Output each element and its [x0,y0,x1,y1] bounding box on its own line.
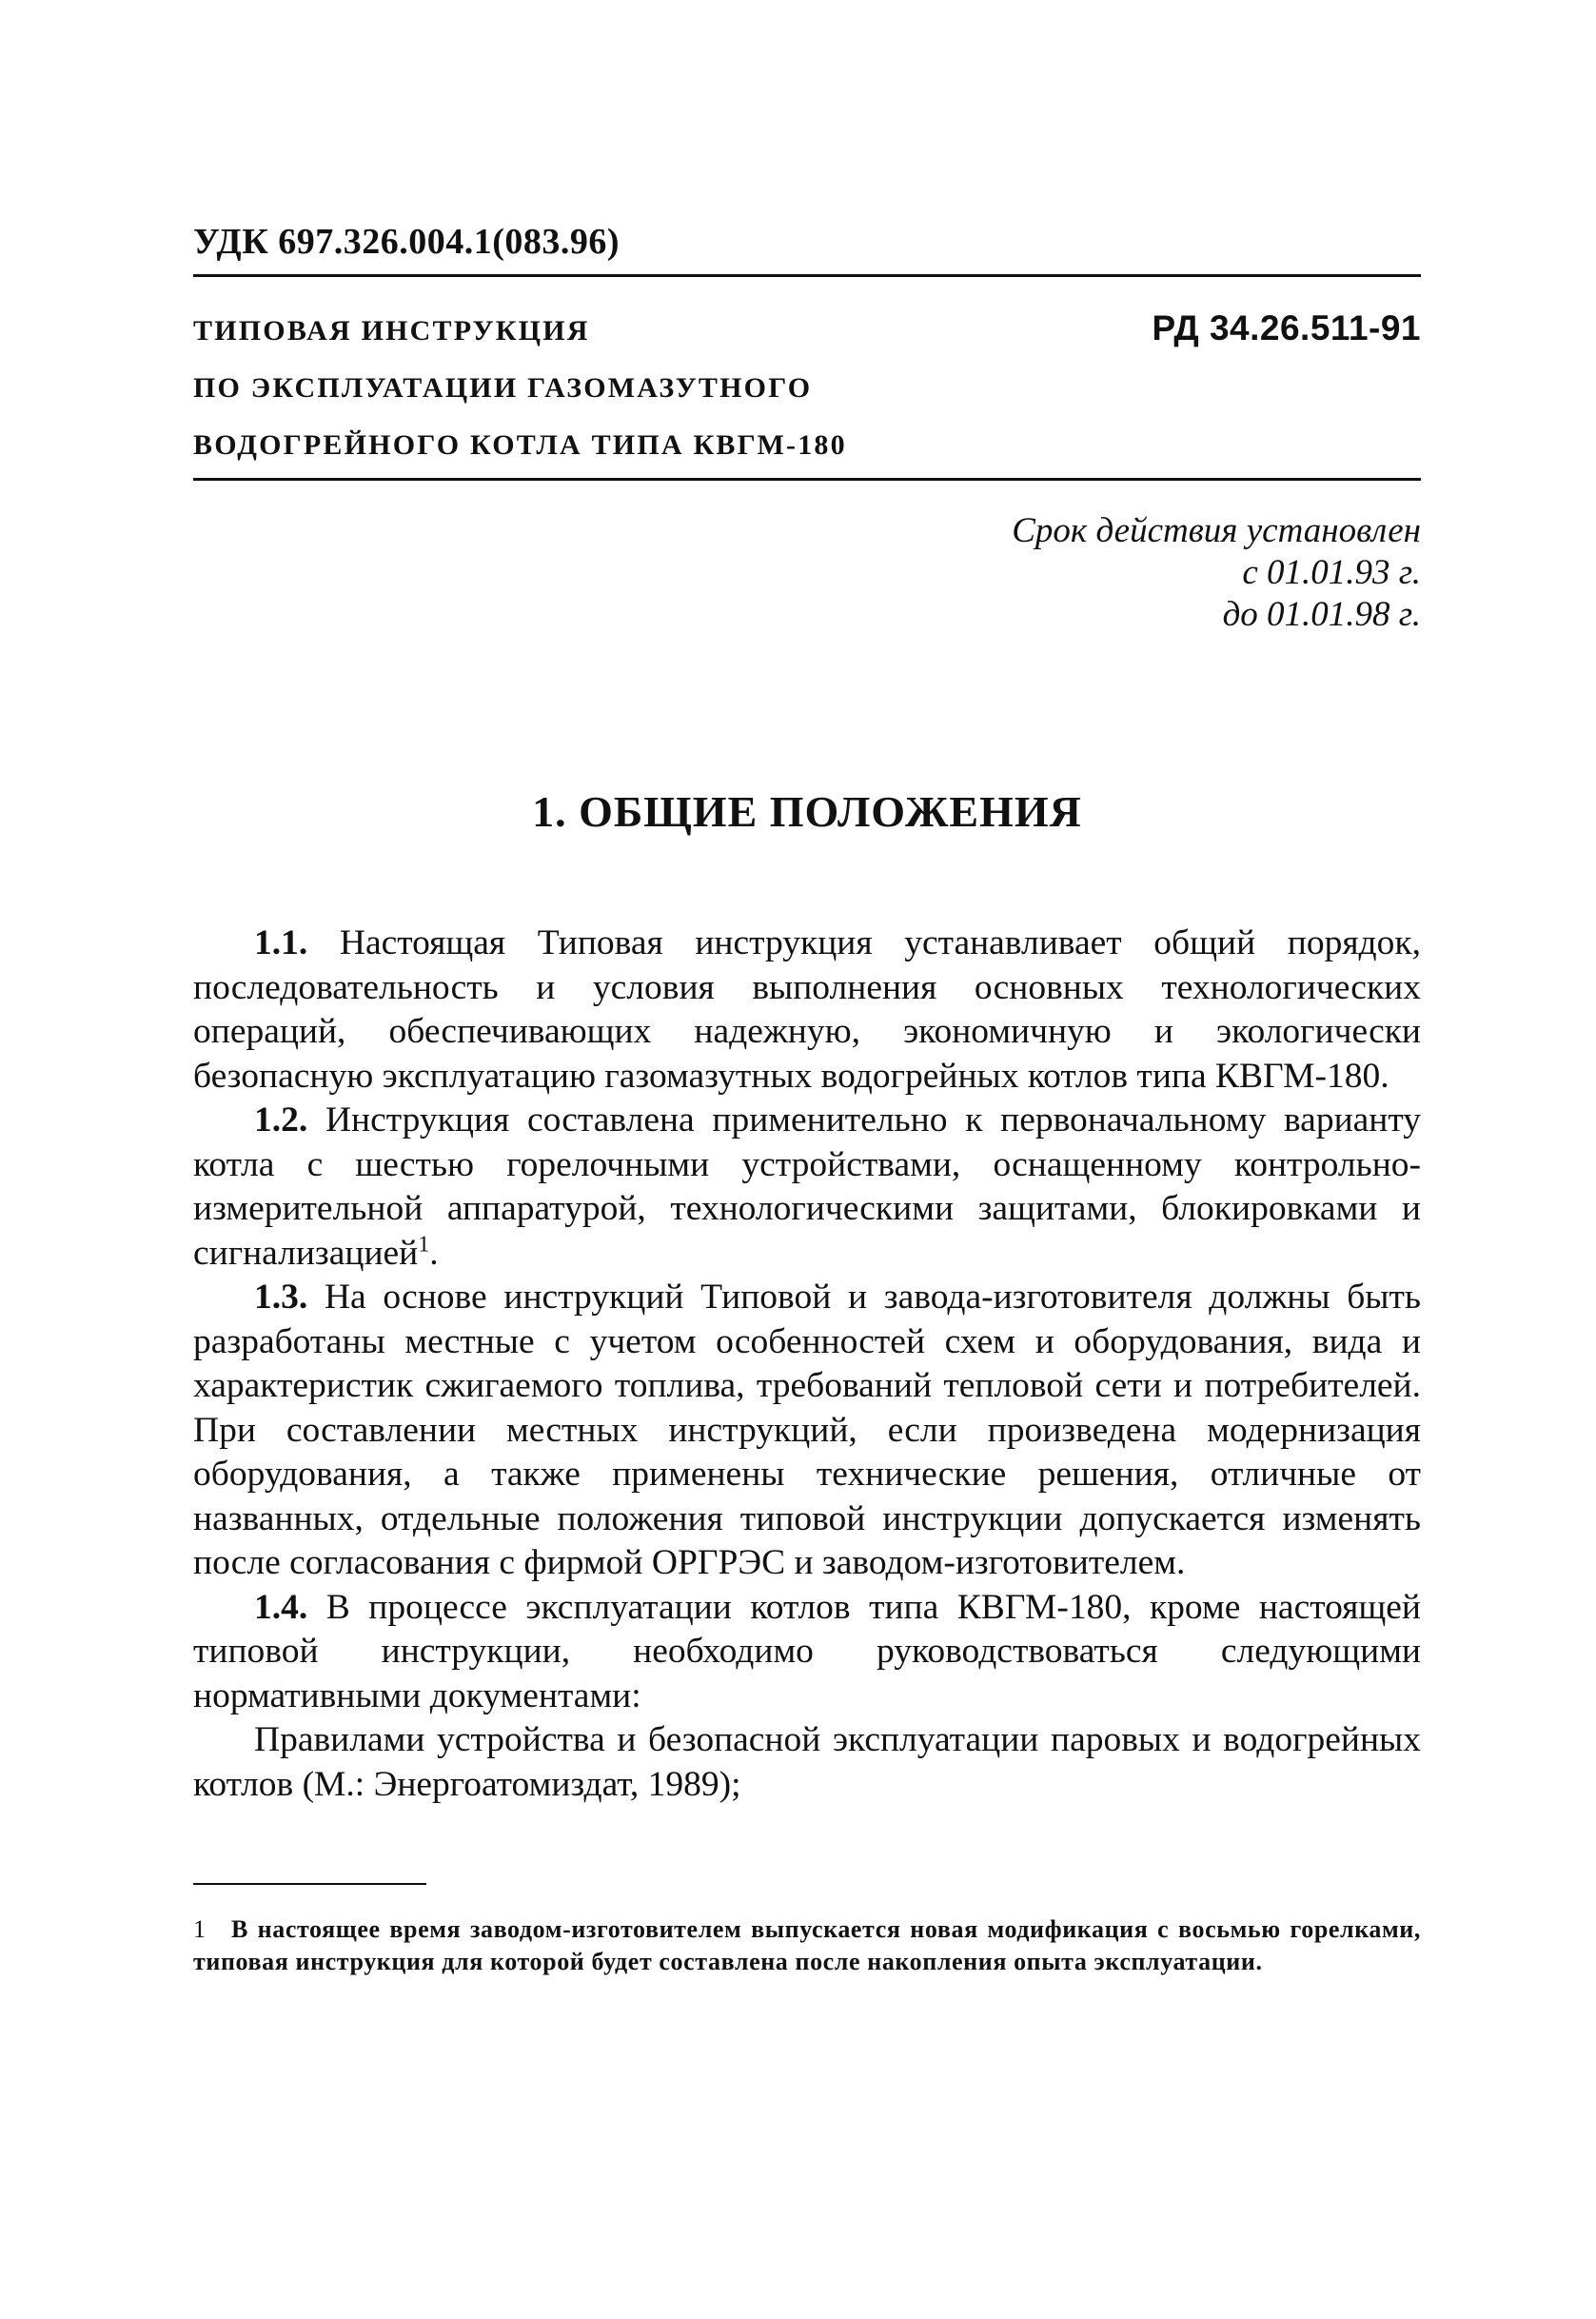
validity-end: до 01.01.98 г. [1222,595,1421,634]
body-text [193,922,1421,1807]
paragraph-1-3 [193,1276,1421,1586]
paragraph-1-4 [193,1586,1421,1719]
paragraph-1-2 [193,1099,1421,1276]
paragraph-text: Инструкция составлена применительно к первоначальному варианту котла с шестью горелочными устройствами, оснащенному контрольно-измерительной аппаратурой, технологическими защитами, блокировками и сигнализацией [193,1100,1421,1273]
footnote [193,1913,1421,1978]
document-title [193,303,993,474]
validity-label: Срок действия установлен [1012,511,1421,550]
footnote-text: В настоящее время заводом-изготовителем выпускается новая модификация с восьмью горелками, типовая инструкция для которой будет составлена после накопления опыта эксплуатации. [193,1915,1421,1975]
paragraph-1-1 [193,922,1421,1099]
header-top-rule [193,274,1421,277]
paragraph-text: На основе инструкций Типовой и завода-изготовителя должны быть разработаны местные с учетом особенностей схем и оборудования, вида и характеристик сжигаемого топлива, требований тепловой сети и потребителей. При составлении местных инструкций, если произведена модернизация оборудования, а также применены технические решения, отличные от названных, отдельные положения типовой инструкции допускается изменять после согласования с фирмой ОРГРЭС и заводом-изготовителем. [193,1278,1421,1582]
paragraph-tail: . [429,1233,439,1273]
paragraph-text: Настоящая Типовая инструкция устанавливает общий порядок, последовательность и условия выполнения основных технологических операций, обеспечивающих надежную, экономичную и экологически безопасную эксплуатацию газомазутных водогрейных котлов типа КВГМ-180. [193,923,1421,1096]
title-line-2: ПО ЭКСПЛУАТАЦИИ ГАЗОМАЗУТНОГО [193,372,813,404]
paragraph-text: В процессе эксплуатации котлов типа КВГМ-180, кроме настоящей типовой инструкции, необходимо руководствоваться следующими нормативными документами: [193,1587,1421,1715]
footnote-reference[interactable]: 1 [418,1232,430,1257]
title-line-1: ТИПОВАЯ ИНСТРУКЦИЯ [193,315,590,347]
header-bottom-rule [193,478,1421,481]
paragraph-number: 1.3. [254,1278,308,1317]
udk-code: УДК 697.326.004.1(083.96) [193,222,621,262]
title-line-3: ВОДОГРЕЙНОГО КОТЛА ТИПА КВГМ-180 [193,429,847,461]
footnote-number: 1 [193,1915,207,1943]
footnote-separator [193,1883,426,1885]
paragraph-text: Правилами устройства и безопасной эксплуатации паровых и водогрейных котлов (М.: Энергоатомиздат, 1989); [193,1720,1421,1804]
paragraph-number: 1.1. [254,923,308,962]
section-title: 1. ОБЩИЕ ПОЛОЖЕНИЯ [532,787,1082,836]
validity-period [1012,510,1421,636]
paragraph-number: 1.4. [254,1587,308,1627]
validity-start: с 01.01.93 г. [1242,553,1421,592]
paragraph-number: 1.2. [254,1100,308,1140]
document-code: РД 34.26.511-91 [1152,308,1421,347]
paragraph-rules-reference [193,1718,1421,1807]
